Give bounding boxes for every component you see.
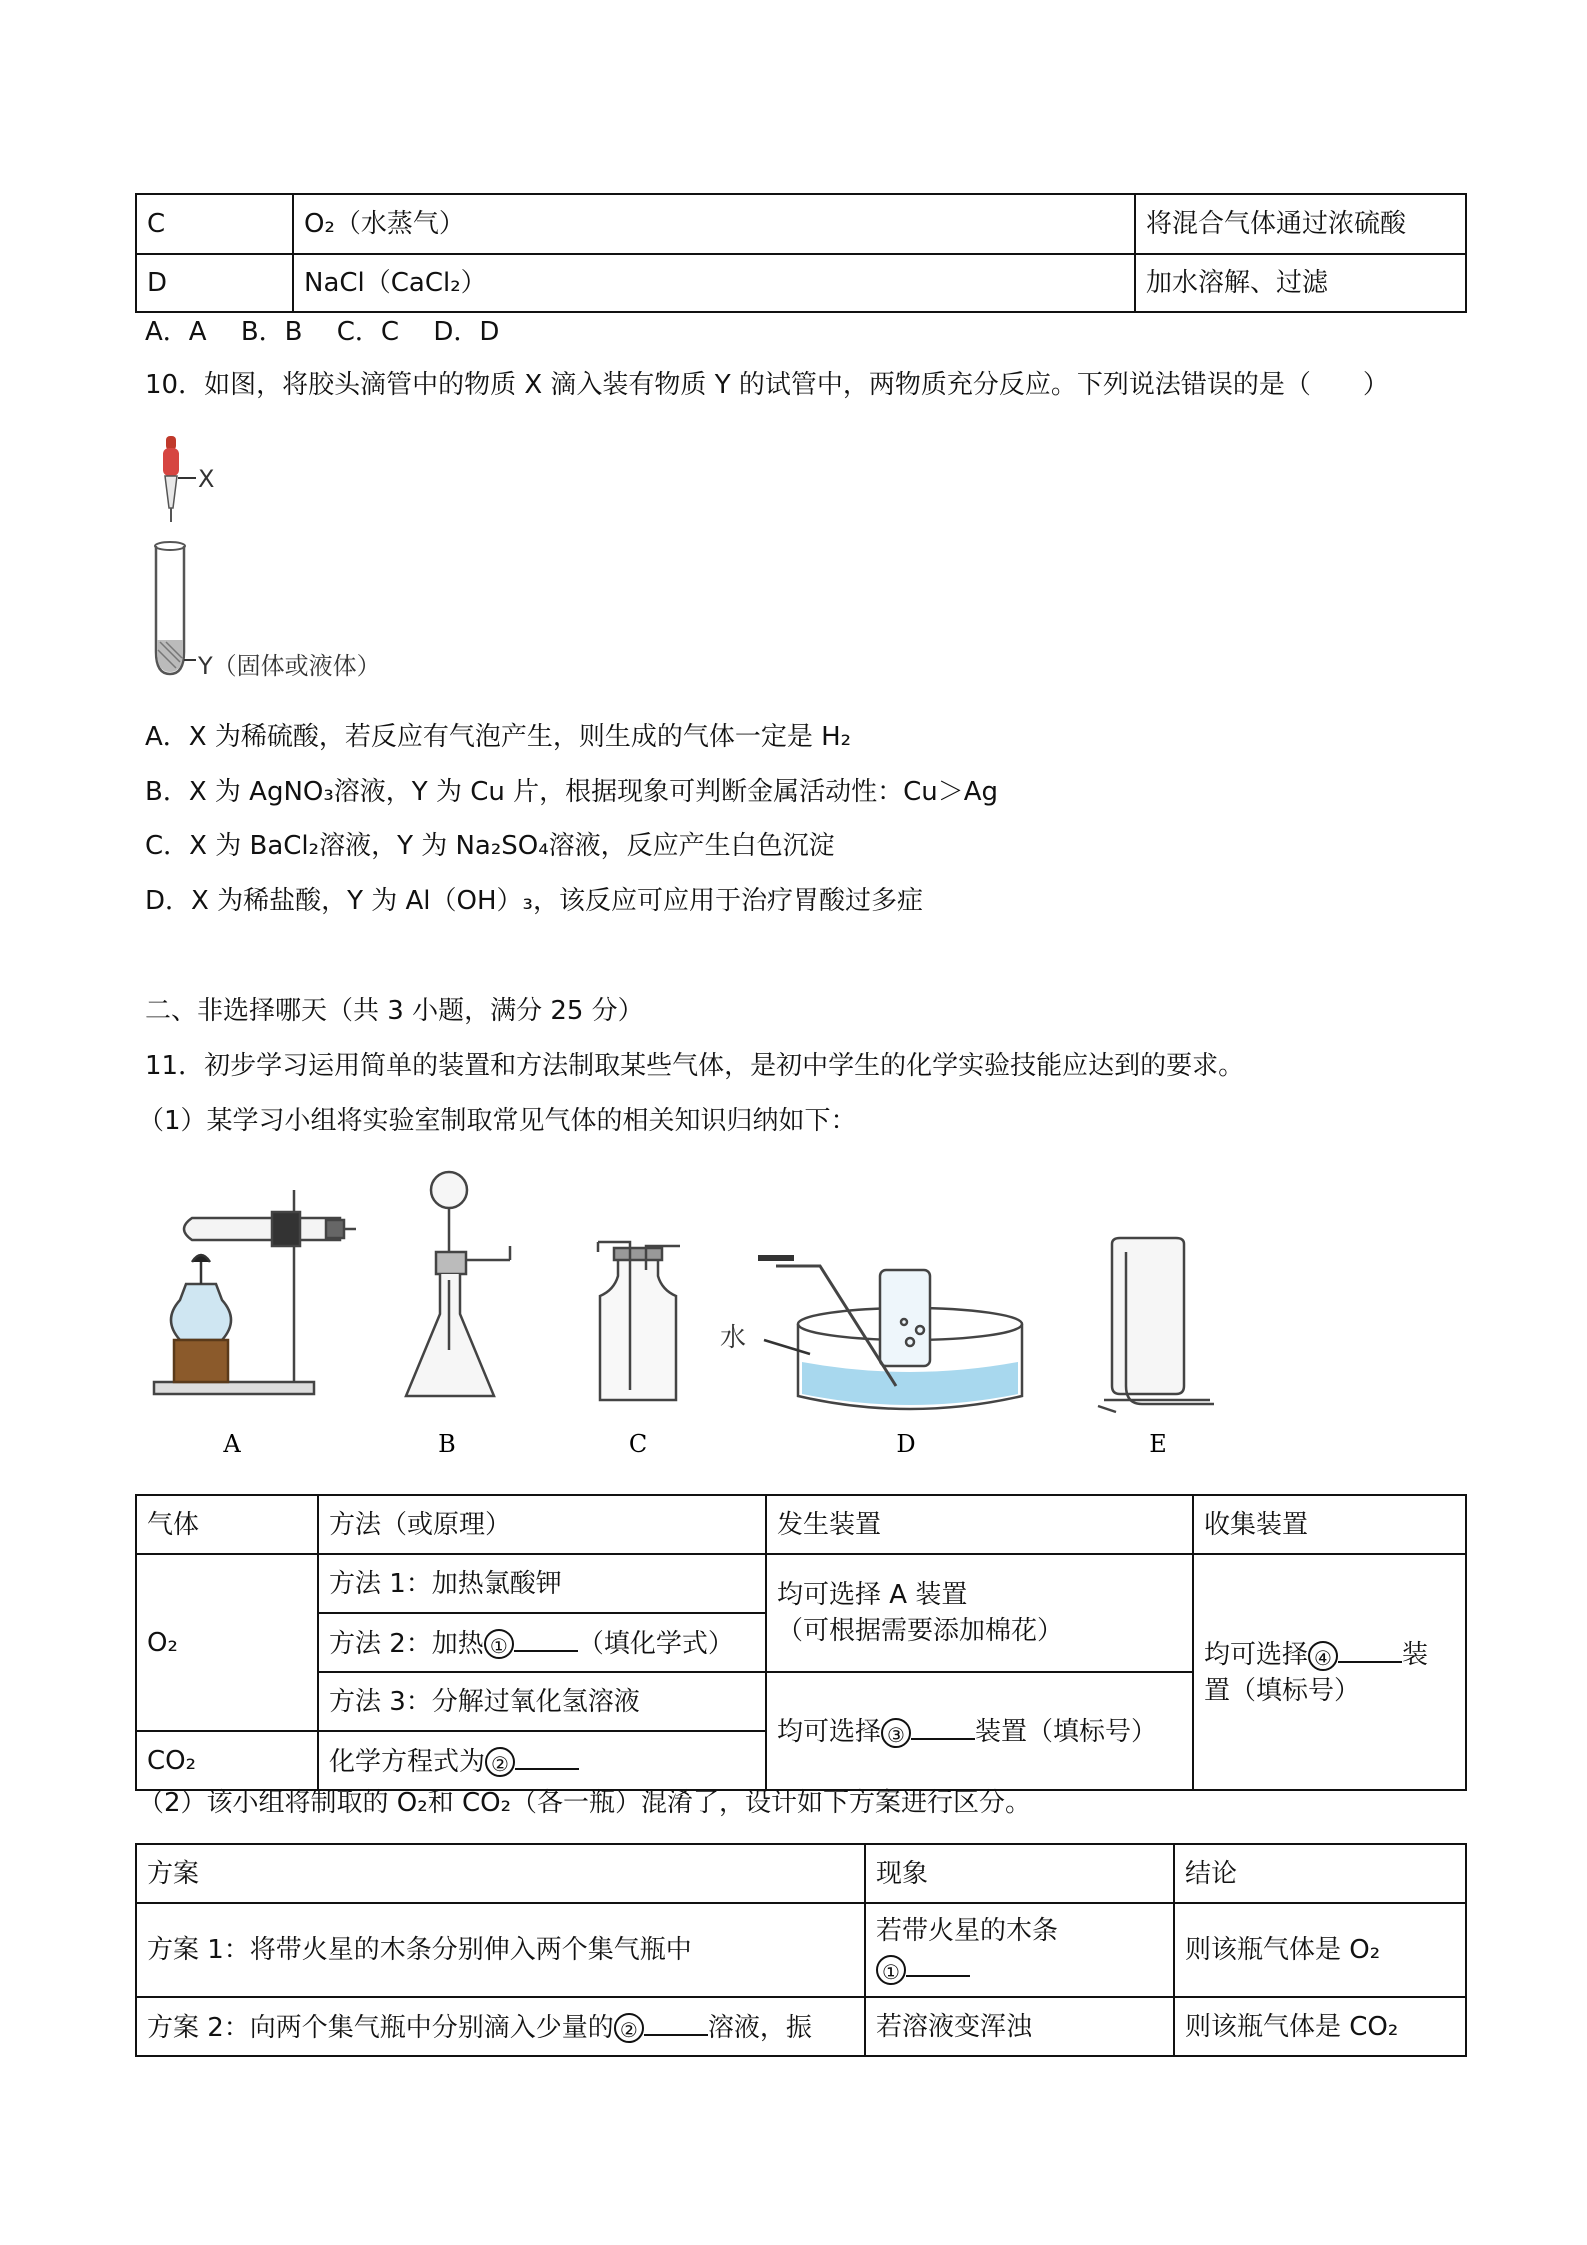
generator-a-line2: （可根据需要添加棉花） xyxy=(777,1616,1064,1646)
phenomenon-1-cell xyxy=(865,1903,1174,1997)
table-row xyxy=(136,1903,1466,1997)
phenomenon-1-line1: 若带火星的木条 xyxy=(876,1916,1059,1946)
label-e: E xyxy=(1149,1430,1167,1458)
header-gas: 气体 xyxy=(136,1495,318,1554)
collector-suffix: 装 xyxy=(1402,1640,1429,1670)
purification-table xyxy=(135,193,1467,313)
header-generator: 发生装置 xyxy=(766,1495,1193,1554)
table-row xyxy=(136,254,1466,312)
label-b: B xyxy=(438,1430,456,1458)
apparatus-d-icon xyxy=(758,1258,1022,1409)
circle-4: ④ xyxy=(1308,1641,1338,1671)
plan-2-prefix: 方案 2：向两个集气瓶中分别滴入少量的 xyxy=(147,2012,614,2043)
generator-b-suffix: 装置（填标号） xyxy=(975,1717,1158,1747)
method-2-suffix: （填化学式） xyxy=(577,1628,734,1659)
collector-cell xyxy=(1193,1554,1466,1790)
answer-blank-1[interactable] xyxy=(514,1624,578,1652)
label-d: D xyxy=(896,1430,916,1458)
q10-option-c: C．X 为 BaCl₂溶液，Y 为 Na₂SO₄溶液，反应产生白色沉淀 xyxy=(145,831,835,861)
method-cell: 加水溶解、过滤 xyxy=(1135,254,1466,312)
water-label: 水 xyxy=(720,1323,747,1353)
phenomenon-2-cell: 若溶液变浑浊 xyxy=(865,1997,1174,2056)
collector-line2: 置（填标号） xyxy=(1204,1676,1361,1706)
option-cell: C xyxy=(136,194,293,254)
co2-prefix: 化学方程式为 xyxy=(329,1746,486,1777)
apparatus-b-icon xyxy=(406,1172,510,1396)
generator-b-prefix: 均可选择 xyxy=(777,1717,882,1747)
method-2-cell xyxy=(318,1613,766,1672)
plan-2-cell xyxy=(136,1997,865,2056)
apparatus-figure xyxy=(140,1150,1240,1460)
q10-option-d: D．X 为稀盐酸，Y 为 Al（OH）₃，该反应可应用于治疗胃酸过多症 xyxy=(145,886,923,916)
generator-a-line1: 均可选择 A 装置 xyxy=(777,1580,968,1610)
generator-b-cell xyxy=(766,1672,1193,1790)
circle-2: ② xyxy=(485,1747,515,1777)
answer-blank-solution[interactable] xyxy=(644,2008,708,2036)
plan-2-suffix: 溶液，振 xyxy=(707,2012,812,2043)
label-a: A xyxy=(223,1430,241,1458)
q10-option-a: A．X 为稀硫酸，若反应有气泡产生，则生成的气体一定是 H₂ xyxy=(145,722,852,752)
answer-blank-2[interactable] xyxy=(515,1742,579,1770)
collector-prefix: 均可选择 xyxy=(1204,1640,1309,1670)
q11-part2: （2）该小组将制取的 O₂和 CO₂（各一瓶）混淆了，设计如下方案进行区分。 xyxy=(138,1788,1032,1818)
answer-blank-3[interactable] xyxy=(911,1712,975,1740)
q9-choices: A．A B．B C．C D．D xyxy=(145,317,500,347)
header-collector: 收集装置 xyxy=(1193,1495,1466,1554)
circle-1: ① xyxy=(484,1629,514,1659)
q10-stem: 10．如图，将胶头滴管中的物质 X 滴入装有物质 Y 的试管中，两物质充分反应。下列说法错误的是（ ） xyxy=(145,370,1389,400)
co2-equation-cell xyxy=(318,1731,766,1790)
circle-3: ③ xyxy=(881,1718,911,1748)
apparatus-e-icon xyxy=(1098,1238,1214,1412)
table-header-row xyxy=(136,1495,1466,1554)
label-y: Y（固体或液体） xyxy=(198,652,381,680)
label-c: C xyxy=(628,1430,648,1458)
gas-co2-cell: CO₂ xyxy=(136,1731,318,1790)
method-1-cell: 方法 1：加热氯酸钾 xyxy=(318,1554,766,1613)
conclusion-2-cell: 则该瓶气体是 CO₂ xyxy=(1174,1997,1466,2056)
gas-preparation-table xyxy=(135,1494,1467,1791)
label-x: X xyxy=(198,465,215,493)
answer-blank-phen[interactable] xyxy=(906,1949,970,1977)
q11-stem: 11．初步学习运用简单的装置和方法制取某些气体，是初中学生的化学实验技能应达到的要求。 xyxy=(145,1051,1245,1081)
table-row xyxy=(136,1997,1466,2056)
conclusion-1-cell: 则该瓶气体是 O₂ xyxy=(1174,1903,1466,1997)
gas-o2-cell: O₂ xyxy=(136,1554,318,1731)
circle-1: ① xyxy=(876,1955,906,1985)
dropper-icon xyxy=(163,436,179,522)
apparatus-c-icon xyxy=(598,1242,680,1400)
header-plan: 方案 xyxy=(136,1844,865,1903)
method-2-prefix: 方法 2：加热 xyxy=(329,1628,484,1659)
header-conclusion: 结论 xyxy=(1174,1844,1466,1903)
substance-cell: NaCl（CaCl₂） xyxy=(293,254,1135,312)
plan-1-cell: 方案 1：将带火星的木条分别伸入两个集气瓶中 xyxy=(136,1903,865,1997)
circle-2: ② xyxy=(614,2013,644,2043)
distinguish-table xyxy=(135,1843,1467,2057)
table-row xyxy=(136,194,1466,254)
answer-blank-4[interactable] xyxy=(1338,1635,1402,1663)
substance-cell: O₂（水蒸气） xyxy=(293,194,1135,254)
header-phenomenon: 现象 xyxy=(865,1844,1174,1903)
section-heading: 二、非选择哪天（共 3 小题，满分 25 分） xyxy=(145,996,644,1026)
apparatus-a-icon xyxy=(154,1190,356,1394)
table-header-row xyxy=(136,1844,1466,1903)
table-row xyxy=(136,1554,1466,1613)
q10-option-b: B．X 为 AgNO₃溶液，Y 为 Cu 片，根据现象可判断金属活动性：Cu＞Ag xyxy=(145,777,999,807)
test-tube-icon xyxy=(155,542,185,674)
option-cell: D xyxy=(136,254,293,312)
method-cell: 将混合气体通过浓硫酸 xyxy=(1135,194,1466,254)
generator-a-cell xyxy=(766,1554,1193,1672)
q11-part1: （1）某学习小组将实验室制取常见气体的相关知识归纳如下： xyxy=(138,1106,857,1136)
header-method: 方法（或原理） xyxy=(318,1495,766,1554)
method-3-cell: 方法 3：分解过氧化氢溶液 xyxy=(318,1672,766,1731)
